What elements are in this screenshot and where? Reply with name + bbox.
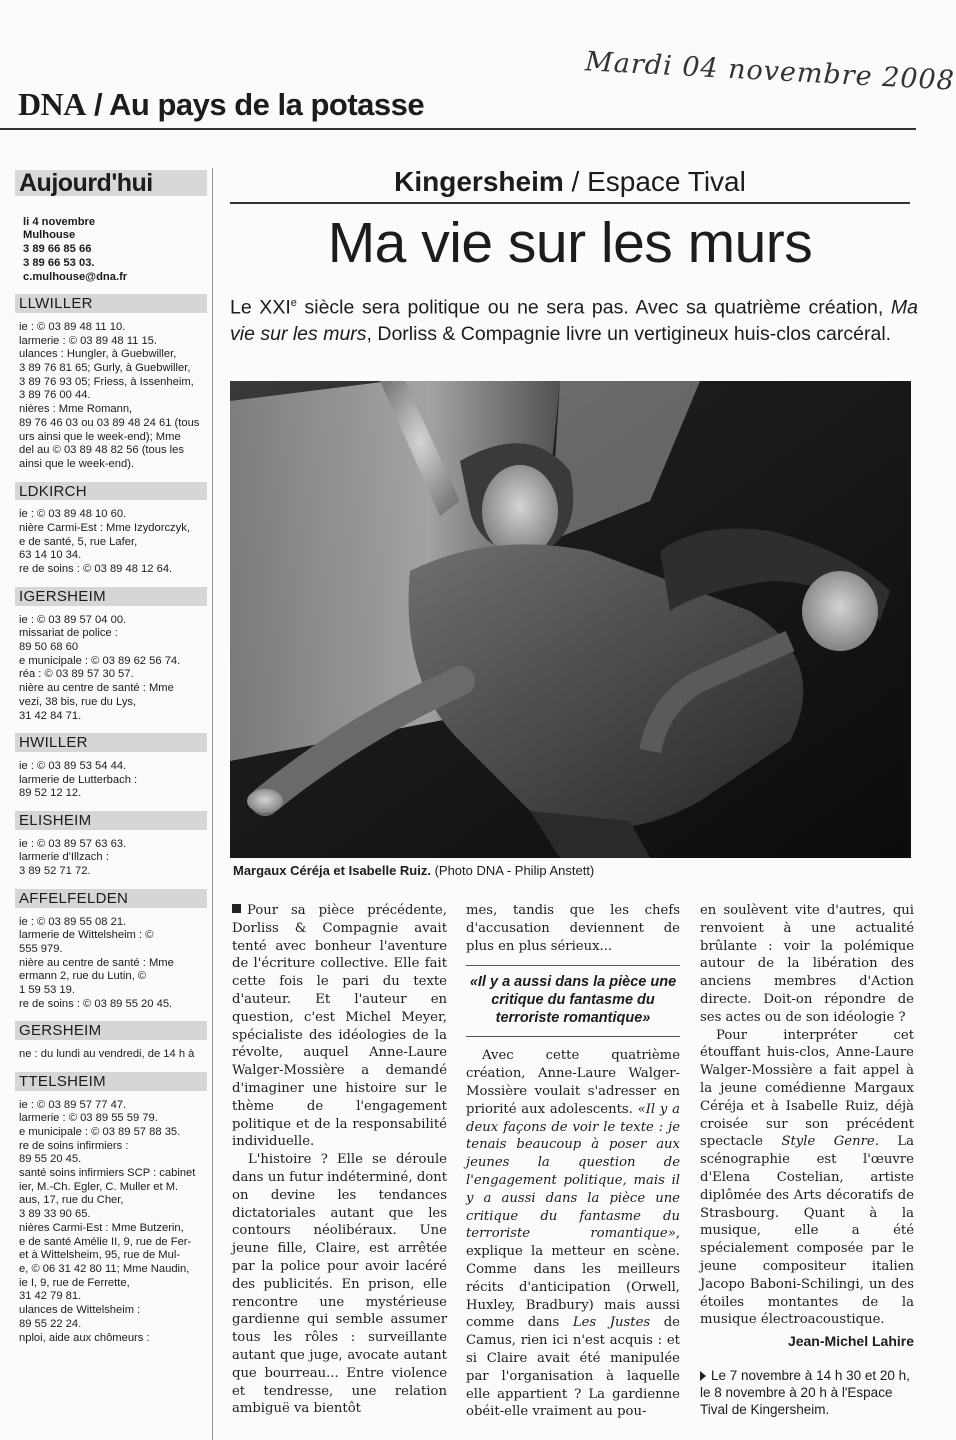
col3-p2-title: Style Genre bbox=[781, 1134, 875, 1150]
sidebar-info-line: 1 59 53 19. bbox=[19, 984, 75, 997]
article-column-3 bbox=[700, 902, 914, 1418]
caption-names: Margaux Céréja et Isabelle Ruiz. bbox=[233, 863, 431, 878]
col2-paragraph-1: mes, tandis que les chefs d'accusation deviennent de plus en plus sérieux... bbox=[466, 903, 680, 954]
sidebar-info-line: nière au centre de santé : Mme bbox=[19, 956, 174, 969]
lede bbox=[230, 290, 918, 347]
sidebar-info-line: 31 42 79 81. bbox=[19, 1290, 82, 1303]
caption-credit: (Photo DNA - Philip Anstett) bbox=[430, 863, 595, 878]
kicker-venue: / Espace Tival bbox=[563, 166, 746, 197]
sidebar-date-block bbox=[15, 216, 207, 285]
sidebar-info-line: ie : © 03 89 57 63 63. bbox=[19, 837, 127, 850]
sidebar-info-line: 31 42 84 71. bbox=[19, 709, 82, 722]
headline: Ma vie sur les murs bbox=[327, 211, 813, 275]
sidebar-info-line: nière au centre de santé : Mme bbox=[19, 682, 174, 695]
performance-info-text: Le 7 novembre à 14 h 30 et 20 h, le 8 novembre à 20 h à l'Espace Tival de Kingersheim. bbox=[700, 1367, 910, 1417]
sidebar-info-line: nières Carmi-Est : Mme Butzerin, bbox=[19, 1221, 184, 1234]
sidebar-info-line: 555 979. bbox=[19, 942, 63, 955]
sidebar-section-header: LLWILLER bbox=[15, 294, 207, 313]
col3-paragraph-2 bbox=[700, 1027, 914, 1330]
sidebar-info-line: e de santé Amélie II, 9, rue de Fer- bbox=[19, 1235, 192, 1248]
sidebar-info-line: larmerie de Lutterbach : bbox=[19, 773, 138, 786]
article-column-2 bbox=[466, 902, 680, 1421]
sidebar-info-line: aus, 17, rue du Cher, bbox=[19, 1194, 124, 1207]
col2-p2-b: , explique la metteur en scène. Comme dans les meilleurs récits d'anticipation (Orwell, Huxley, Bradbury) mais aussi comme dans bbox=[466, 1226, 680, 1331]
col1-paragraph-1 bbox=[232, 902, 447, 1151]
lede-sup: e bbox=[290, 297, 297, 309]
lede-title: Ma vie sur les murs bbox=[230, 296, 918, 345]
lede-mid: siècle sera politique ou ne sera pas. Avec sa quatrième création, bbox=[296, 296, 891, 319]
col3-p2-a: Pour interpréter cet étouffant huis-clos, Anne-Laure Walger-Mossière a fait appel à la jeune comédienne Margaux Céréja et à Isabelle Ruiz, déjà croisée sur son précédent spectacle bbox=[700, 1027, 914, 1150]
sidebar-info-line: 89 52 12 12. bbox=[19, 787, 82, 800]
sidebar-info-line: vezi, 38 bis, rue du Lys, bbox=[19, 695, 137, 708]
sidebar-info-line: e, © 06 31 42 80 11; Mme Naudin, bbox=[19, 1263, 190, 1275]
sidebar-info-line: larmerie : © 03 89 48 11 15. bbox=[19, 334, 158, 347]
sidebar-info-line: ie I, 9, rue de Ferrette, bbox=[19, 1276, 130, 1289]
masthead bbox=[18, 86, 424, 123]
sidebar-info-line: ie : © 03 89 48 10 60. bbox=[19, 508, 127, 521]
col3-paragraph-1: en soulèvent vite d'autres, qui renvoient à une actualité brûlante : voir la polémique autour de la libération des anciens membres d'Action directe. Doit-on répondre de ses actes ou de son idéologie ? bbox=[700, 903, 914, 1025]
sidebar-info-line: ulances de Wittelsheim : bbox=[19, 1304, 141, 1317]
sidebar-info-line: 89 50 68 60 bbox=[19, 640, 79, 653]
sidebar-info-line: ie : © 03 89 57 04 00. bbox=[19, 613, 127, 626]
sidebar-info-line: urs ainsi que le week-end); Mme bbox=[19, 430, 181, 443]
sidebar-info-line: e municipale : © 03 89 62 56 74. bbox=[19, 654, 181, 667]
handwritten-date: Mardi 04 novembre 2008 bbox=[584, 46, 956, 97]
sidebar-section-header: HWILLER bbox=[15, 733, 207, 752]
col2-p2-a: Avec cette quatrième création, Anne-Laure Walger-Mossière voulait s'adresser en priorité aux adolescents. bbox=[466, 1048, 680, 1117]
sidebar-info-line: ainsi que le week-end). bbox=[19, 457, 135, 470]
sidebar-date-line: c.mulhouse@dna.fr bbox=[23, 270, 128, 283]
sidebar-info-line: 63 14 10 34. bbox=[19, 549, 82, 562]
sidebar-divider bbox=[212, 168, 213, 1440]
sidebar-info-line: del au © 03 89 48 82 56 (tous les bbox=[19, 444, 184, 457]
performance-info bbox=[700, 1367, 914, 1418]
sidebar-info-line: 3 89 33 90 65. bbox=[19, 1208, 91, 1221]
col2-p2-title: Les Justes bbox=[572, 1315, 651, 1331]
sidebar-date-line: 3 89 66 85 66 bbox=[23, 243, 92, 256]
sidebar-info-line: 3 89 52 71 72. bbox=[19, 865, 91, 878]
sidebar-info-line: 3 89 76 00 44. bbox=[19, 389, 91, 402]
col2-paragraph-2 bbox=[466, 1047, 680, 1421]
sidebar-info-line: ier, M.-Ch. Egler, C. Muller et M. bbox=[19, 1180, 179, 1193]
kicker-rule bbox=[230, 202, 910, 204]
sidebar-title: Aujourd'hui bbox=[15, 170, 207, 196]
masthead-rule bbox=[0, 128, 916, 130]
col2-p2-quote: «Il y a deux façons de voir le texte : je tenais beaucoup à poser aux jeunes la question de l'engagement politique, mais il y a aussi dans la pièce une critique du fantasme du terroriste romantique» bbox=[466, 1101, 681, 1242]
sidebar-section-header: IGERSHEIM bbox=[15, 587, 207, 606]
col1-paragraph-2: L'histoire ? Elle se déroule dans un futur indéterminé, dont on devine les tendances dictatoriales autant que les contours néolibéraux. Une jeune fille, Claire, est arrêtée par la police pour avoir lacéré des publicités. En prison, elle rencontre une mystérieuse gardienne qui semble assumer tous les rôles : surveillante autant que juge, avocate autant que bourreau... Entre violence et tendresse, une relation ambiguë va bientôt bbox=[232, 1152, 447, 1417]
sidebar-info-line: nières : Mme Romann, bbox=[19, 403, 133, 416]
sidebar-info-line: e de santé, 5, rue Lafer, bbox=[19, 535, 138, 548]
triangle-bullet-icon bbox=[700, 1371, 706, 1381]
sidebar-info-line: missariat de police : bbox=[19, 627, 118, 640]
sidebar-section-header: ELISHEIM bbox=[15, 811, 207, 830]
sidebar-info-line: 89 55 20 45. bbox=[19, 1153, 82, 1166]
sidebar-section-header: GERSHEIM bbox=[15, 1021, 207, 1040]
sidebar-info-line: et à Wittelsheim, 95, rue de Mul- bbox=[19, 1249, 181, 1262]
sidebar-info-line: larmerie de Wittelsheim : © bbox=[19, 929, 154, 942]
sidebar-info-line: larmerie d'Illzach : bbox=[19, 851, 109, 864]
sidebar-info-line: ie : © 03 89 53 54 44. bbox=[19, 759, 127, 772]
sidebar-date-line: li 4 novembre bbox=[23, 215, 96, 228]
dna-logo: DNA bbox=[18, 86, 86, 122]
sidebar-info-line: re de soins : © 03 89 48 12 64. bbox=[19, 563, 173, 576]
sidebar-info-line: ie : © 03 89 57 77 47. bbox=[19, 1098, 127, 1111]
sidebar-section-header: AFFELFELDEN bbox=[15, 889, 207, 908]
sidebar-date-line: 3 89 66 53 03. bbox=[23, 256, 95, 269]
sidebar-info-line: réa : © 03 89 57 30 57. bbox=[19, 668, 134, 681]
sidebar-info-line: ulances : Hungler, à Guebwiller, bbox=[19, 348, 177, 361]
sidebar-info-line: nière Carmi-Est : Mme Izydorczyk, bbox=[19, 522, 190, 535]
lede-pre: Le XXI bbox=[230, 296, 291, 319]
sidebar-today bbox=[15, 170, 207, 1440]
sidebar-info-line: e municipale : © 03 89 57 88 35. bbox=[19, 1125, 181, 1138]
lead-square-icon bbox=[232, 904, 241, 913]
sidebar-info-line: re de soins infirmiers : bbox=[19, 1139, 129, 1152]
sidebar-info-line: ie : © 03 89 48 11 10. bbox=[19, 320, 126, 333]
col1-p1-text: Pour sa pièce précédente, Dorliss & Compagnie avait tenté avec bonheur l'aventure de l'écriture collective. Elle fait cette fois le pari du texte d'auteur. Et l'auteur en question, c'est Michel Meyer, spécialiste des idéologies de la révolte, auquel Anne-Laure Walger-Mossière a demandé d'imaginer une histoire sur le thème de l'engagement politique et de la responsabilité individuelle. bbox=[232, 903, 447, 1150]
sidebar-date-line: Mulhouse bbox=[23, 229, 76, 242]
article-column-1 bbox=[232, 902, 447, 1418]
sidebar-info-line: nploi, aide aux chômeurs : bbox=[19, 1331, 150, 1344]
sidebar-info-line: 3 89 76 93 05; Friess, à Issenheim, bbox=[19, 375, 194, 388]
sidebar-info-line: re de soins : © 03 89 55 20 45. bbox=[19, 997, 173, 1010]
sidebar-section-header: LDKIRCH bbox=[15, 482, 207, 501]
photo-caption bbox=[233, 863, 594, 878]
sidebar-sections bbox=[15, 294, 207, 1345]
col3-p2-b: . La scénographie est l'œuvre d'Elena Costelian, artiste diplômée des Arts décoratifs de Strasbourg. Quant à la musique, elle a été spécialement composée par le jeune compositeur italien Jacopo Baboni-Schilingi, un des étoiles montantes de la musique électroacoustique. bbox=[700, 1134, 914, 1328]
sidebar-info-line: santé soins infirmiers SCP : cabinet bbox=[19, 1167, 196, 1180]
sidebar-info-line: 89 76 46 03 ou 03 89 48 24 61 (tous bbox=[19, 416, 200, 429]
pull-quote: «Il y a aussi dans la pièce une critique du fantasme du terroriste romantique» bbox=[466, 965, 680, 1037]
author-signature: Jean-Michel Lahire bbox=[787, 1333, 914, 1350]
sidebar-info-line: ne : du lundi au vendredi, de 14 h à bbox=[19, 1048, 195, 1061]
sidebar-info-line: ermann 2, rue du Lutin, © bbox=[19, 970, 147, 983]
lede-post: , Dorliss & Compagnie livre un vertigineux huis-clos carcéral. bbox=[366, 322, 892, 345]
sidebar-section-header: TTELSHEIM bbox=[15, 1072, 207, 1091]
masthead-section: / Au pays de la potasse bbox=[93, 87, 425, 122]
article-kicker bbox=[230, 166, 910, 198]
sidebar-info-line: ie : © 03 89 55 08 21. bbox=[19, 915, 127, 928]
kicker-location: Kingersheim bbox=[394, 166, 564, 197]
sidebar-info-line: 3 89 76 81 65; Gurly, à Guebwiller, bbox=[19, 362, 191, 375]
sidebar-info-line: 89 55 22 24. bbox=[19, 1317, 82, 1330]
col2-p2-c: de Camus, rien ici n'est acquis : et si Claire avait été manipulée par l'organisation à laquelle elle appartient ? La gardienne obéit-elle vraiment au pou- bbox=[466, 1315, 680, 1420]
stage-photo bbox=[230, 381, 911, 858]
sidebar-info-line: larmerie : © 03 89 55 59 79. bbox=[19, 1112, 158, 1125]
